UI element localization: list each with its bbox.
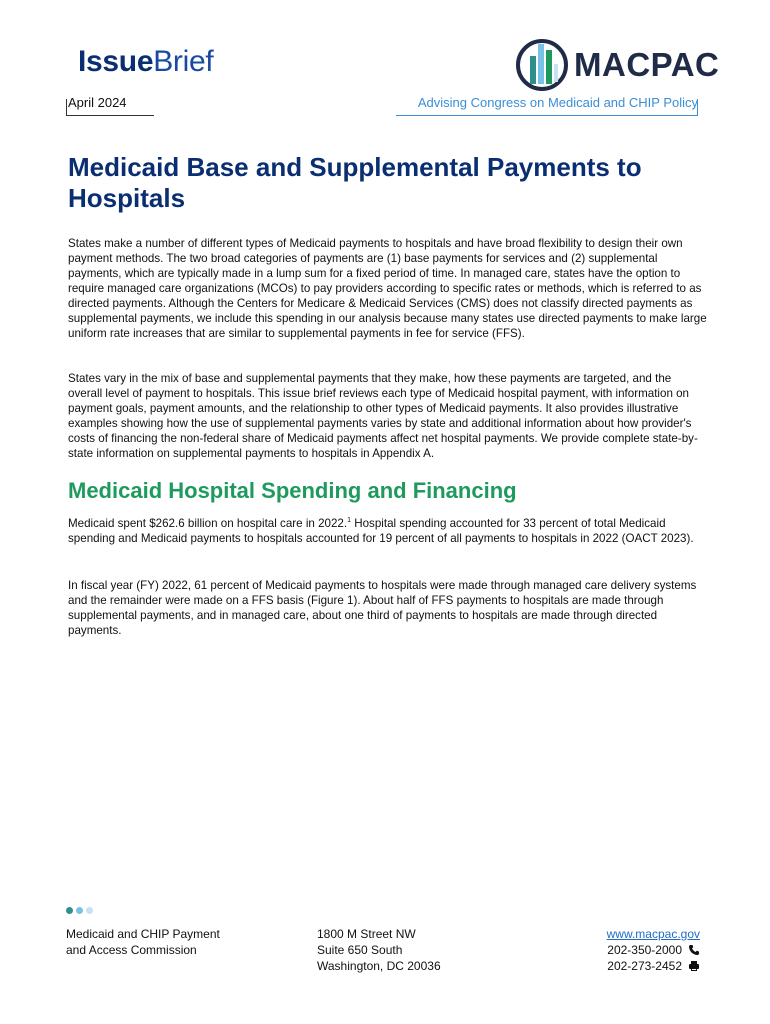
footer-organization (66, 926, 220, 958)
fax-icon (688, 960, 700, 972)
footer-address-line-1: 1800 M Street NW (317, 927, 416, 941)
document-title: Medicaid Base and Supplemental Payments to Hospitals (68, 152, 642, 213)
brand-brief: Brief (153, 45, 214, 78)
intro-paragraph-1: States make a number of different types of Medicaid payments to hospitals and have broad flexibility to design their own payment methods. The two broad categories of payments are (1) base payments for services and (2) supplemental payments, which are typically made in a lump sum for a fixed period of time. In managed care, states have the option to require managed care organizations (MCOs) to pay providers according to specific rates or methods, which is referred to as directed payments. Although the Centers for Medicare & Medicaid Services (CMS) does not classify directed payments as supplemental payments, we include this spending in our analysis because many states use directed payments to make large uniform rate increases that are similar to supplemental payments in fee for service (FFS). (68, 237, 707, 340)
phone-number: 202-350-2000 (607, 943, 682, 957)
macpac-logo-icon (516, 38, 568, 92)
tagline: Advising Congress on Medicaid and CHIP Policy (417, 95, 698, 110)
footer-address-line-3: Washington, DC 20036 (317, 959, 441, 973)
macpac-logo-text: MACPAC (574, 46, 720, 83)
spending-text-start: Medicaid spent $262.6 billion on hospital care in 2022. (68, 517, 348, 530)
footer-dots (66, 906, 100, 916)
footer-dot-2 (76, 907, 83, 914)
macpac-logo (516, 38, 720, 92)
section-heading: Medicaid Hospital Spending and Financing (68, 478, 517, 503)
phone-icon (688, 944, 700, 956)
footer-address-line-2: Suite 650 South (317, 943, 403, 957)
intro-paragraph-2: States vary in the mix of base and supplemental payments that they make, how these payments are targeted, and the overall level of payment to hospitals. This issue brief reviews each type of Medicaid hospital payment, with information on payment goals, payment amounts, and the relationship to other types of Medicaid payments. It also provides illustrative examples showing how the use of supplemental payments varies by state and additional information about how provider's costs of financing the non-federal share of Medicaid payments affect net hospital payments. We provide complete state-by-state information on supplemental payments to hospitals in Appendix A. (68, 372, 698, 460)
header-underline-left (66, 115, 154, 116)
brand-issue: Issue (78, 45, 154, 78)
footer-dot-1 (66, 907, 73, 914)
spending-paragraph (68, 516, 708, 546)
footer-org-line-1: Medicaid and CHIP Payment (66, 927, 220, 941)
issue-brief-brand (78, 44, 213, 80)
footer-org-line-2: and Access Commission (66, 943, 197, 957)
website-link[interactable]: www.macpac.gov (606, 927, 700, 941)
spending-text-end: Hospital spending accounted for 33 percent of total Medicaid spending and Medicaid payments to hospitals accounted for 19 percent of all payments to hospitals in 2022 (OACT 2023). (68, 517, 694, 545)
financing-paragraph: In fiscal year (FY) 2022, 61 percent of Medicaid payments to hospitals were made through managed care delivery systems and the remainder were made on a FFS basis (Figure 1). About half of FFS payments to hospitals are made through supplemental payments, and in managed care, about one third of payments to hospitals are made through directed payments. (68, 579, 697, 637)
header-underline-right (396, 115, 698, 116)
footer-contact (607, 926, 700, 974)
footer-address (317, 926, 441, 974)
publication-date: April 2024 (68, 95, 127, 110)
fax-number: 202-273-2452 (607, 959, 682, 973)
footnote-1-link[interactable]: 1 (347, 517, 351, 525)
header-row (66, 95, 698, 115)
footer-dot-3 (86, 907, 93, 914)
